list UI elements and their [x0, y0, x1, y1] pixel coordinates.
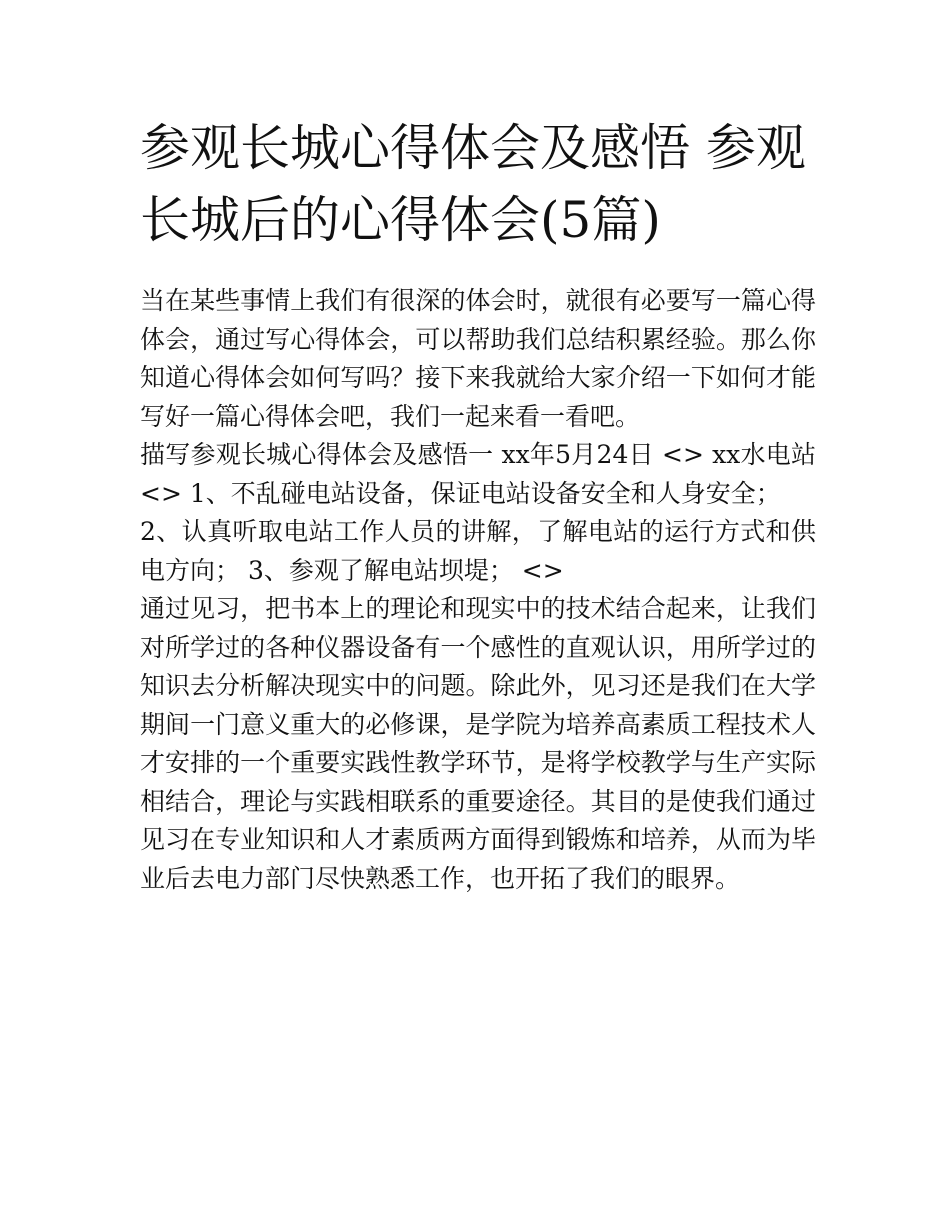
paragraph-requirements: 2、认真听取电站工作人员的讲解，了解电站的运行方式和供电方向； 3、参观了解电站坝堤； <> — [140, 517, 816, 585]
paragraph-reflection: 通过见习，把书本上的理论和现实中的技术结合起来，让我们对所学过的各种仪器设备有一个感性的直观认识，用所学过的知识去分析解决现实中的问题。除此外，见习还是我们在大学期间一门意义重大的必修课，是学院为培养高素质工程技术人才安排的一个重要实践性教学环节，是将学校教学与生产实际相结合，理论与实践相联系的重要途径。其目的是使我们通过见习在专业知识和人才素质两方面得到锻炼和培养，从而为毕业后去电力部门尽快熟悉工作，也开拓了我们的眼界。 — [140, 594, 816, 893]
paragraph-section-one: 描写参观长城心得体会及感悟一 xx年5月24日 <> xx水电站 <> 1、不乱碰电站设备，保证电站设备安全和人身安全； — [140, 440, 816, 508]
paragraph-intro: 当在某些事情上我们有很深的体会时，就很有必要写一篇心得体会，通过写心得体会，可以帮助我们总结积累经验。那么你知道心得体会如何写吗？接下来我就给大家介绍一下如何才能写好一篇心得体会吧，我们一起来看一看吧。 — [140, 286, 816, 431]
document-body — [140, 282, 816, 898]
document-title: 参观长城心得体会及感悟 参观长城后的心得体会(5篇) — [140, 119, 806, 249]
